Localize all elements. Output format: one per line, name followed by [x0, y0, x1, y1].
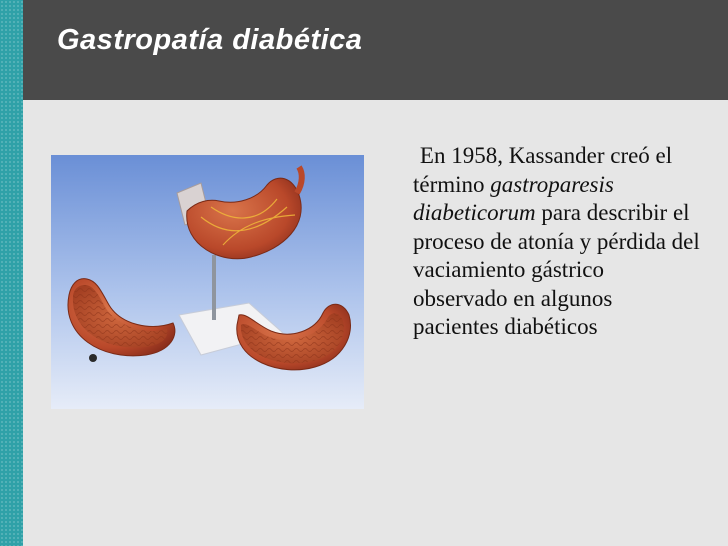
- slide-title: Gastropatía diabética: [57, 24, 363, 56]
- body-paragraph: [413, 142, 703, 342]
- body-term-italic: gastroparesis diabeticorum: [413, 171, 614, 225]
- body-text-before-term: En 1958, Kassander creó el término: [413, 143, 673, 197]
- title-bar: [23, 0, 728, 100]
- body-text: [413, 142, 703, 342]
- decorative-side-strip: [0, 0, 23, 546]
- body-text-after-term: para describir el proceso de atonía y pérdida del vaciamiento gástrico observado en algunos pacientes diabéticos: [413, 200, 700, 339]
- slide: [23, 0, 728, 546]
- stomach-model-photo: [51, 155, 364, 409]
